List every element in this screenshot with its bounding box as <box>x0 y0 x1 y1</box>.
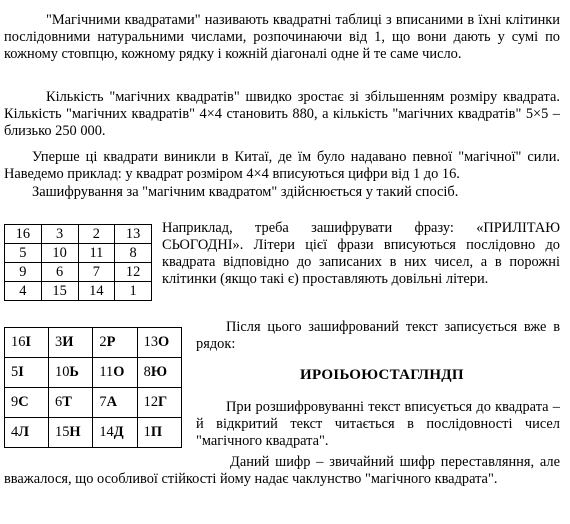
cell-number: 5 <box>11 364 19 380</box>
table-row <box>5 225 152 244</box>
cell-number: 10 <box>55 364 70 380</box>
cell-letter: С <box>18 394 29 410</box>
cell-number: 9 <box>11 394 19 410</box>
table-row <box>5 388 182 418</box>
cell-number: 1 <box>143 424 151 440</box>
table-row <box>5 282 152 301</box>
square-cell: 12 <box>115 263 152 282</box>
table-row <box>5 358 182 388</box>
filled-cell <box>49 418 93 448</box>
ciphertext: ИРОІЬОЮСТАГЛНДП <box>300 367 464 383</box>
cell-letter: А <box>106 394 117 410</box>
example-paragraph: Наприклад, треба зашифрувати фразу: «ПРИЛІТАЮ СЬОГОДНІ». Літери цієї фрази вписуються послідовно до квадрата відповідно до записаних в них чисел, а в порожні клітинки (якщо такі є) проставляють довільні літери. <box>162 220 560 287</box>
cell-letter: Р <box>106 334 116 350</box>
magic-square-table <box>4 224 152 301</box>
square-cell: 13 <box>115 225 152 244</box>
cell-letter: И <box>62 334 74 350</box>
cell-number: 14 <box>99 424 114 440</box>
cell-letter: Ь <box>69 364 79 380</box>
filled-cell <box>5 418 49 448</box>
filled-cell <box>49 328 93 358</box>
cell-number: 16 <box>11 334 26 350</box>
table-row <box>5 244 152 263</box>
cell-letter: О <box>158 334 170 350</box>
table-row <box>5 418 182 448</box>
filled-square-table <box>4 327 182 448</box>
square-cell: 14 <box>78 282 115 301</box>
cell-letter: І <box>25 334 31 350</box>
square-cell: 10 <box>41 244 78 263</box>
cell-letter: І <box>18 364 24 380</box>
square-cell: 2 <box>78 225 115 244</box>
filled-cell <box>49 358 93 388</box>
cell-number: 4 <box>11 424 19 440</box>
cell-letter: Т <box>62 394 72 410</box>
filled-cell <box>5 388 49 418</box>
square-cell: 8 <box>115 244 152 263</box>
conclusion-paragraph: Даний шифр – звичайний шифр переставляння, але вважалося, що особливої стійкості йому надає чаклунство "магічного квадрата". <box>4 454 560 487</box>
filled-cell <box>93 388 137 418</box>
count-paragraph: Кількість "магічних квадратів" швидко зростає зі збільшенням розміру квадрата. Кількість "магічних квадратів" 4×4 становить 880, а кількість "магічних квадратів" 5×5 – близько 250 000. <box>4 89 560 139</box>
cell-letter: Д <box>113 424 124 440</box>
table-row <box>5 328 182 358</box>
cell-letter: О <box>113 364 125 380</box>
filled-cell <box>137 328 181 358</box>
filled-cell <box>137 358 181 388</box>
cell-number: 13 <box>143 334 159 350</box>
cell-number: 2 <box>99 334 107 350</box>
origin-paragraph: Уперше ці квадрати виникли в Китаї, де їм було надавано певної "магічної" сили. Наведемо приклад: у квадрат розміром 4×4 вписуються цифри від 1 до 16. <box>4 149 560 182</box>
square-cell: 1 <box>115 282 152 301</box>
square-cell: 7 <box>78 263 115 282</box>
cell-number: 8 <box>143 364 151 380</box>
square-cell: 9 <box>5 263 42 282</box>
filled-cell <box>93 358 137 388</box>
cell-letter: П <box>150 424 163 440</box>
filled-cell <box>137 388 181 418</box>
filled-cell <box>5 358 49 388</box>
square-cell: 4 <box>5 282 42 301</box>
cell-number: 15 <box>55 424 70 440</box>
square-cell: 11 <box>78 244 115 263</box>
cell-letter: Г <box>158 394 168 410</box>
square-cell: 6 <box>41 263 78 282</box>
cell-number: 3 <box>55 334 63 350</box>
cell-number: 7 <box>99 394 107 410</box>
result-paragraph: Після цього зашифрований текст записується вже в рядок: <box>196 319 560 352</box>
filled-cell <box>49 388 93 418</box>
cell-number: 6 <box>55 394 63 410</box>
cell-letter: Л <box>18 424 29 440</box>
square-cell: 5 <box>5 244 42 263</box>
cell-number: 12 <box>143 394 159 410</box>
cell-number: 11 <box>99 364 114 380</box>
decrypt-paragraph: При розшифровуванні текст вписується до квадрата – й відкритий текст читається в послідовності чисел "магічного квадрата". <box>196 399 560 449</box>
table-row <box>5 263 152 282</box>
filled-cell <box>93 418 137 448</box>
cell-letter: Н <box>69 424 81 440</box>
filled-cell <box>137 418 181 448</box>
square-cell: 16 <box>5 225 42 244</box>
cell-letter: Ю <box>150 364 168 380</box>
filled-cell <box>93 328 137 358</box>
intro-paragraph: "Магічними квадратами" називають квадратні таблиці з вписаними в їхні клітинки послідовними натуральними числами, розпочинаючи від 1, що вони дають у сумі по кожному стовпцю, кожному рядку і кожній діагоналі одне й те саме число. <box>4 12 560 62</box>
filled-cell <box>5 328 49 358</box>
square-cell: 3 <box>41 225 78 244</box>
square-cell: 15 <box>41 282 78 301</box>
method-paragraph: Зашифрування за "магічним квадратом" здійснюється у такий спосіб. <box>32 184 459 200</box>
